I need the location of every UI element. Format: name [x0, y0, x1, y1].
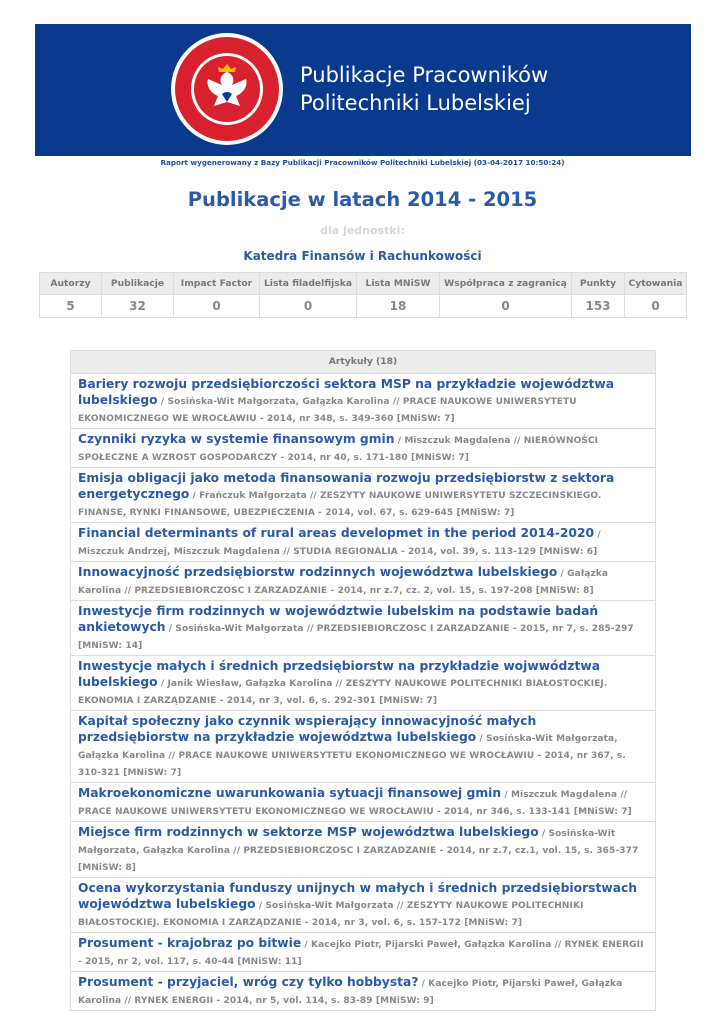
article-title[interactable]: Financial determinants of rural areas developmet in the period 2014-2020: [78, 526, 595, 540]
article-entry: [71, 822, 655, 878]
stats-value-points: 153: [572, 295, 625, 318]
stats-header-citations: Cytowania: [625, 273, 687, 295]
stats-header-foreign-cooperation: Współpraca z zagranicą: [440, 273, 572, 295]
article-entry: [71, 374, 655, 429]
stats-value-foreign-cooperation: 0: [440, 295, 572, 318]
article-entry: [71, 523, 655, 562]
stats-header-authors: Autorzy: [40, 273, 102, 295]
stats-header-points: Punkty: [572, 273, 625, 295]
article-title[interactable]: Inwestycje firm rodzinnych w województwie lubelskim na podstawie badań ankietowych: [78, 604, 599, 634]
article-entry: [71, 562, 655, 601]
stats-header-mnisw-list: Lista MNiSW: [357, 273, 440, 295]
article-entry: [71, 468, 655, 523]
stats-value-citations: 0: [625, 295, 687, 318]
article-entry: [71, 429, 655, 468]
article-entry: [71, 783, 655, 822]
stats-table: [39, 272, 687, 318]
articles-header: Artykuły (18): [71, 351, 655, 374]
article-title[interactable]: Kapitał społeczny jako czynnik wspierający innowacyjność małych przedsiębiorstw na przykładzie województwa lubelskiego: [78, 714, 537, 744]
article-meta: / Gałązka Karolina // PRZEDSIEBIORCZOSC I ZARZADZANIE - 2014, nr z.7, cz. 2, vol. 15, s. 197-208 [MNiSW: 8]: [78, 569, 609, 596]
stats-value-mnisw-list: 18: [357, 295, 440, 318]
stats-value-impact-factor: 0: [174, 295, 260, 318]
article-title[interactable]: Czynniki ryzyka w systemie finansowym gmin: [78, 432, 395, 446]
article-title[interactable]: Prosument - przyjaciel, wróg czy tylko hobbysta?: [78, 975, 419, 989]
stats-value-authors: 5: [40, 295, 102, 318]
article-meta: / Kacejko Piotr, Pijarski Paweł, Gałązka Karolina // RYNEK ENERGII - 2015, nr 2, vol. 117, s. 40-44 [MNiSW: 11]: [78, 940, 644, 967]
article-meta: / Sosińska-Wit Małgorzata // ZESZYTY NAUKOWE POLITECHNIKI BIAŁOSTOCKIEJ. EKONOMIA I ZARZĄDZANIE - 2014, nr 3, vol. 6, s. 157-172 [MNiSW: 7]: [78, 901, 584, 928]
header-banner: [35, 24, 691, 156]
article-title[interactable]: Emisja obligacji jako metoda finansowania rozwoju przedsiębiorstw z sektora energetycznego: [78, 471, 615, 501]
banner-title-line1: Publikacje Pracowników: [300, 63, 549, 87]
article-title[interactable]: Makroekonomiczne uwarunkowania sytuacji finansowej gmin: [78, 786, 502, 800]
banner-title-line2: Politechniki Lubelskiej: [300, 91, 531, 115]
article-entry: [71, 972, 655, 1010]
article-title[interactable]: Ocena wykorzystania funduszy unijnych w małych i średnich przedsiębiorstwach województwa lubelskiego: [78, 881, 638, 911]
article-meta: / Sosińska-Wit Małgorzata, Gałązka Karolina // PRACE NAUKOWE UNIWERSYTETU EKONOMICZNEGO WE WROCŁAWIU - 2014, nr 348, s. 349-360 [MNiSW: 7]: [78, 397, 577, 424]
stats-value-publications: 32: [102, 295, 174, 318]
university-logo: [170, 32, 284, 146]
article-title[interactable]: Miejsce firm rodzinnych w sektorze MSP województwa lubelskiego: [78, 825, 539, 839]
article-meta: / Sosińska-Wit Małgorzata // PRZEDSIEBIORCZOSC I ZARZADZANIE - 2015, nr 7, s. 285-297 [MNiSW: 14]: [78, 624, 634, 651]
article-entry: [71, 933, 655, 972]
article-entry: [71, 878, 655, 933]
stats-header-row: [40, 273, 687, 295]
article-meta: / Miszczuk Andrzej, Miszczuk Magdalena // STUDIA REGIONALIA - 2014, vol. 39, s. 113-129 [MNiSW: 6]: [78, 530, 601, 557]
articles-list: [70, 350, 656, 1011]
article-meta: / Sosińska-Wit Małgorzata, Gałązka Karolina // PRACE NAUKOWE UNIWERSYTETU EKONOMICZNEGO WE WROCŁAWIU - 2014, nr 367, s. 310-321 [MNiSW: 7]: [78, 734, 626, 778]
stats-header-impact-factor: Impact Factor: [174, 273, 260, 295]
banner-title: [300, 61, 548, 117]
article-title[interactable]: Bariery rozwoju przedsiębiorczości sektora MSP na przykładzie województwa lubelskiego: [78, 377, 615, 407]
unit-name: Katedra Finansów i Rachunkowości: [243, 249, 482, 263]
article-entry: [71, 601, 655, 656]
article-meta: / Janik Wiesław, Gałązka Karolina // ZESZYTY NAUKOWE POLITECHNIKI BIAŁOSTOCKIEJ. EKONOMIA I ZARZĄDZANIE - 2014, nr 3, vol. 6, s. 292-301 [MNiSW: 7]: [78, 679, 608, 706]
article-meta: / Miszczuk Magdalena // NIERÓWNOŚCI SPOŁECZNE A WZROST GOSPODARCZY - 2014, nr 40, s. 171-180 [MNiSW: 7]: [78, 436, 599, 463]
stats-value-philadelphia-list: 0: [260, 295, 357, 318]
article-meta: / Miszczuk Magdalena // PRACE NAUKOWE UNIWERSYTETU EKONOMICZNEGO WE WROCŁAWIU - 2014, nr 346, s. 133-141 [MNiSW: 7]: [78, 790, 632, 817]
page-title: Publikacje w latach 2014 - 2015: [187, 188, 538, 211]
article-entry: [71, 656, 655, 711]
stats-value-row: [40, 295, 687, 318]
article-title[interactable]: Inwestycje małych i średnich przedsiębiorstw na przykładzie wojwwództwa lubelskiego: [78, 659, 601, 689]
article-meta: / Kacejko Piotr, Pijarski Paweł, Gałązka Karolina // RYNEK ENERGII - 2014, nr 5, vol. 114, s. 83-89 [MNiSW: 9]: [78, 979, 623, 1006]
report-generation-note: Raport wygenerowany z Bazy Publikacji Pracowników Politechniki Lubelskiej (03-04-2017 10:50:24): [160, 158, 565, 167]
stats-header-publications: Publikacje: [102, 273, 174, 295]
article-title[interactable]: Prosument - krajobraz po bitwie: [78, 936, 302, 950]
unit-label: dla jednostki:: [320, 224, 405, 237]
stats-header-philadelphia-list: Lista filadelfijska: [260, 273, 357, 295]
article-meta: / Frańczuk Małgorzata // ZESZYTY NAUKOWE UNIWERSYTETU SZCZECINSKIEGO. FINANSE, RYNKI FINANSOWE, UBEZPIECZENIA - 2014, vol. 67, s. 629-645 [MNiSW: 7]: [78, 491, 602, 518]
article-title[interactable]: Innowacyjność przedsiębiorstw rodzinnych województwa lubelskiego: [78, 565, 558, 579]
article-meta: / Sosińska-Wit Małgorzata, Gałązka Karolina // PRZEDSIEBIORCZOSC I ZARZADZANIE - 2014, nr z.7, cz.1, vol. 15, s. 365-377 [MNiSW: 8]: [78, 829, 639, 873]
article-entry: [71, 711, 655, 783]
